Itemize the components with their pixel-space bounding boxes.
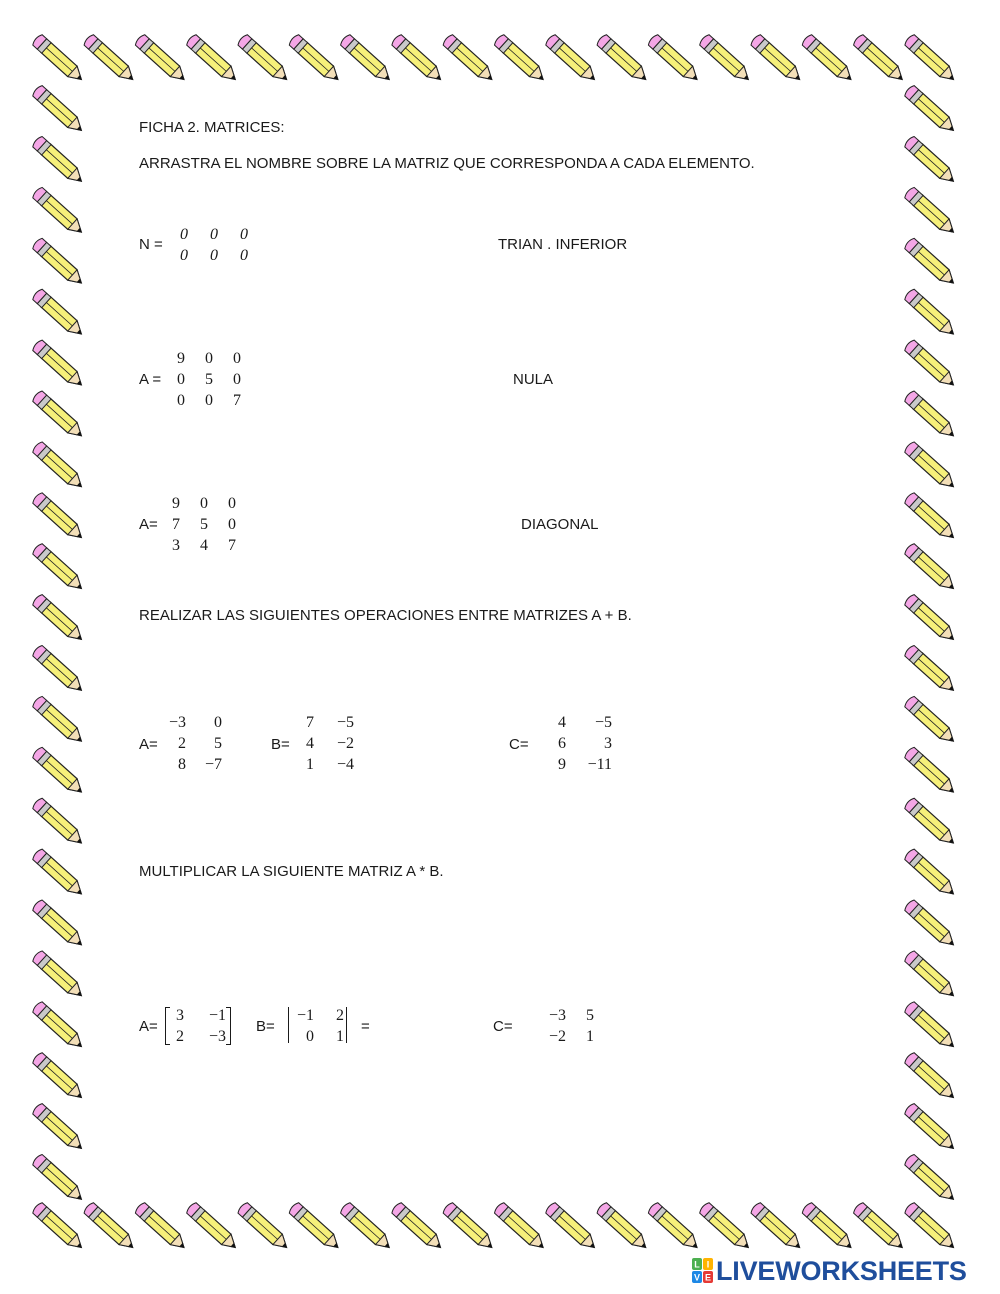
matrix-cell: 0 — [205, 350, 213, 367]
n-matrix-label: N = — [139, 236, 163, 253]
pencil-icon — [903, 542, 958, 593]
mul-b-matrix-label: B= — [256, 1018, 275, 1035]
pencil-icon — [903, 237, 958, 288]
pencil-icon — [698, 33, 753, 84]
matrix-cell: −5 — [594, 714, 612, 731]
matrix-cell: −1 — [296, 1007, 314, 1024]
matrix-cell: 9 — [558, 756, 566, 773]
pencil-icon — [390, 33, 445, 84]
pencil-icon — [493, 33, 548, 84]
worksheet-title: FICHA 2. MATRICES: — [139, 119, 285, 136]
pencil-icon — [185, 33, 240, 84]
pencil-icon — [31, 797, 86, 848]
pencil-icon — [31, 1000, 86, 1051]
matrix-cell: 5 — [200, 516, 208, 533]
pencil-icon — [31, 644, 86, 695]
matrix-cell: 0 — [240, 226, 248, 243]
logo-letter-l: L — [694, 1259, 700, 1270]
matrix-cell: −2 — [548, 1028, 566, 1045]
matrix-cell: 5 — [214, 735, 222, 752]
matrix-cell: 3 — [176, 1007, 184, 1024]
matrix-cell: 0 — [210, 226, 218, 243]
pencil-icon — [390, 1201, 445, 1252]
matrix-cell: −2 — [336, 735, 354, 752]
liveworksheets-logo-icon — [692, 1258, 714, 1286]
matrix-cell: 3 — [604, 735, 612, 752]
mul-b-right-bar — [346, 1007, 347, 1043]
matrix-cell: 5 — [205, 371, 213, 388]
pencil-icon — [750, 1201, 805, 1252]
pencil-icon — [903, 1153, 958, 1204]
pencil-icon — [134, 33, 189, 84]
pencil-icon — [31, 1102, 86, 1153]
pencil-icon — [237, 33, 292, 84]
matrix-cell: 9 — [172, 495, 180, 512]
matrix-cell: 2 — [178, 735, 186, 752]
matrix-cell: 9 — [177, 350, 185, 367]
matrix-cell: 2 — [176, 1028, 184, 1045]
answer-option-trian-inferior[interactable]: TRIAN . INFERIOR — [498, 236, 628, 253]
matrix-cell: 6 — [558, 735, 566, 752]
matrix-cell: −3 — [548, 1007, 566, 1024]
pencil-icon — [31, 288, 86, 339]
pencil-icon — [288, 33, 343, 84]
logo-letter-e: E — [704, 1272, 712, 1283]
matrix-cell: 0 — [228, 516, 236, 533]
matrix-cell: 0 — [205, 392, 213, 409]
pencil-icon — [442, 1201, 497, 1252]
pencil-icon — [903, 950, 958, 1001]
matrix-cell: 0 — [200, 495, 208, 512]
matrix-cell: 1 — [306, 756, 314, 773]
pencil-icon — [903, 746, 958, 797]
pencil-icon — [903, 593, 958, 644]
pencil-icon — [31, 186, 86, 237]
pencil-icon — [750, 33, 805, 84]
matrix-cell: 0 — [177, 371, 185, 388]
matrix-cell: 0 — [180, 226, 188, 243]
add-a-matrix-label: A= — [139, 736, 158, 753]
matrix-cell: 5 — [586, 1007, 594, 1024]
matrix-cell: 0 — [228, 495, 236, 512]
pencil-icon — [801, 1201, 856, 1252]
matrix-cell: 0 — [240, 247, 248, 264]
pencil-icon — [31, 339, 86, 390]
matrix-cell: −3 — [168, 714, 186, 731]
pencil-icon — [903, 695, 958, 746]
add-c-matrix-label: C= — [509, 736, 529, 753]
pencil-icon — [31, 1153, 86, 1204]
pencil-icon — [852, 1201, 907, 1252]
pencil-icon — [647, 1201, 702, 1252]
mul-c-matrix-label: C= — [493, 1018, 513, 1035]
pencil-icon — [801, 33, 856, 84]
matching-instruction: ARRASTRA EL NOMBRE SOBRE LA MATRIZ QUE CORRESPONDA A CADA ELEMENTO. — [139, 155, 755, 172]
pencil-icon — [903, 848, 958, 899]
pencil-icon — [903, 339, 958, 390]
matrix-cell: 0 — [214, 714, 222, 731]
pencil-icon — [903, 899, 958, 950]
pencil-icon — [442, 33, 497, 84]
mul-a-right-bracket — [226, 1007, 231, 1045]
matrix-cell: −7 — [204, 756, 222, 773]
pencil-icon — [31, 491, 86, 542]
multiplication-instruction: MULTIPLICAR LA SIGUIENTE MATRIZ A * B. — [139, 863, 444, 880]
matrix-cell: 0 — [233, 371, 241, 388]
pencil-icon — [903, 84, 958, 135]
a-triangular-matrix-label: A= — [139, 516, 158, 533]
answer-option-diagonal[interactable]: DIAGONAL — [521, 516, 599, 533]
logo-letter-i: I — [706, 1259, 710, 1270]
add-b-matrix-label: B= — [271, 736, 290, 753]
pencil-icon — [31, 237, 86, 288]
matrix-cell: 1 — [336, 1028, 344, 1045]
pencil-icon — [903, 644, 958, 695]
pencil-icon — [903, 491, 958, 542]
pencil-icon — [903, 1201, 958, 1252]
pencil-icon — [83, 33, 138, 84]
matrix-cell: −4 — [336, 756, 354, 773]
matrix-cell: 1 — [586, 1028, 594, 1045]
matrix-cell: 4 — [200, 537, 208, 554]
matrix-cell: 0 — [177, 392, 185, 409]
pencil-icon — [544, 33, 599, 84]
pencil-icon — [903, 1000, 958, 1051]
pencil-icon — [903, 1102, 958, 1153]
pencil-icon — [134, 1201, 189, 1252]
pencil-icon — [31, 390, 86, 441]
pencil-icon — [31, 1051, 86, 1102]
matrix-cell: 8 — [178, 756, 186, 773]
pencil-icon — [903, 288, 958, 339]
pencil-icon — [647, 33, 702, 84]
pencil-icon — [903, 1051, 958, 1102]
pencil-icon — [185, 1201, 240, 1252]
matrix-cell: 0 — [306, 1028, 314, 1045]
a-diagonal-matrix-label: A = — [139, 371, 162, 388]
pencil-icon — [31, 746, 86, 797]
equals-sign: = — [361, 1018, 370, 1035]
matrix-cell: −1 — [208, 1007, 226, 1024]
matrix-cell: 0 — [233, 350, 241, 367]
pencil-icon — [237, 1201, 292, 1252]
pencil-icon — [31, 84, 86, 135]
pencil-icon — [903, 390, 958, 441]
matrix-cell: 4 — [306, 735, 314, 752]
liveworksheets-logo-text: LIVEWORKSHEETS — [716, 1256, 967, 1286]
pencil-icon — [596, 33, 651, 84]
addition-instruction: REALIZAR LAS SIGUIENTES OPERACIONES ENTRE MATRIZES A + B. — [139, 607, 632, 624]
matrix-cell: 2 — [336, 1007, 344, 1024]
matrix-cell: 7 — [172, 516, 180, 533]
matrix-cell: −11 — [587, 756, 612, 773]
logo-letter-v: V — [693, 1272, 701, 1283]
pencil-icon — [852, 33, 907, 84]
pencil-icon — [31, 695, 86, 746]
pencil-icon — [31, 899, 86, 950]
matrix-cell: 7 — [228, 537, 236, 554]
matrix-cell: 0 — [210, 247, 218, 264]
matrix-cell: −5 — [336, 714, 354, 731]
pencil-icon — [339, 33, 394, 84]
pencil-icon — [493, 1201, 548, 1252]
pencil-icon — [596, 1201, 651, 1252]
pencil-icon — [903, 441, 958, 492]
matrix-cell: 7 — [233, 392, 241, 409]
pencil-icon — [544, 1201, 599, 1252]
pencil-icon — [31, 542, 86, 593]
matrix-cell: 7 — [306, 714, 314, 731]
pencil-icon — [83, 1201, 138, 1252]
matrix-cell: 4 — [558, 714, 566, 731]
pencil-icon — [288, 1201, 343, 1252]
answer-option-nula[interactable]: NULA — [513, 371, 554, 388]
pencil-icon — [31, 1201, 86, 1252]
matrix-cell: −3 — [208, 1028, 226, 1045]
pencil-icon — [698, 1201, 753, 1252]
pencil-icon — [339, 1201, 394, 1252]
pencil-icon — [31, 441, 86, 492]
pencil-icon — [31, 135, 86, 186]
pencil-icon — [903, 186, 958, 237]
matrix-cell: 0 — [180, 247, 188, 264]
pencil-icon — [31, 33, 86, 84]
pencil-icon — [31, 950, 86, 1001]
pencil-icon — [31, 848, 86, 899]
pencil-icon — [903, 33, 958, 84]
mul-a-matrix-label: A= — [139, 1018, 158, 1035]
matrix-cell: 3 — [172, 537, 180, 554]
pencil-icon — [903, 797, 958, 848]
pencil-icon — [31, 593, 86, 644]
pencil-icon — [903, 135, 958, 186]
